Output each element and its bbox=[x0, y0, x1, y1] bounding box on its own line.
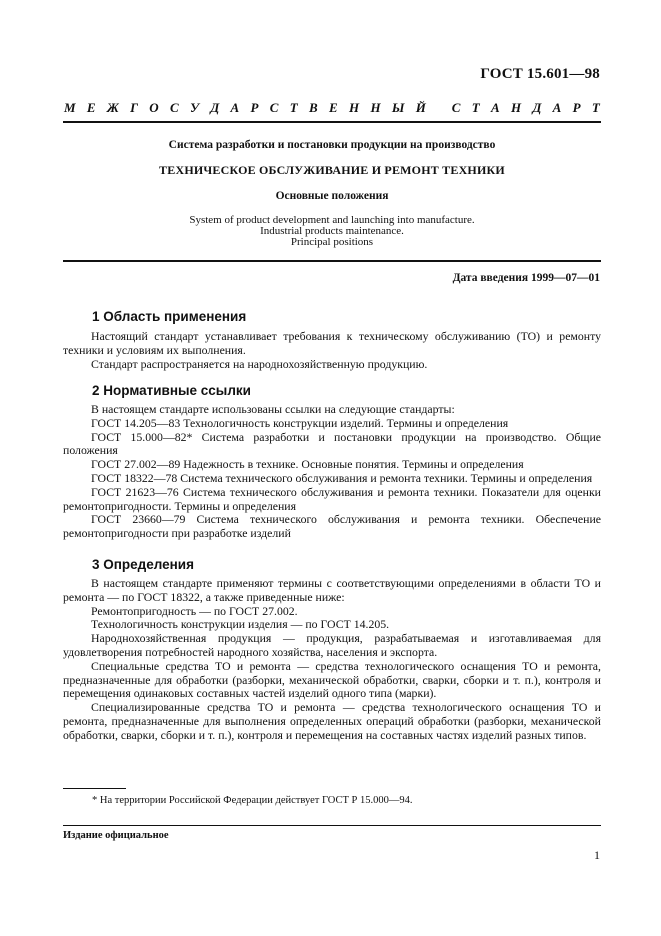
date-of-introduction: Дата введения 1999—07—01 bbox=[452, 272, 600, 284]
banner-letter: Е bbox=[329, 100, 338, 115]
official-edition-label: Издание официальное bbox=[63, 830, 169, 841]
section-scope-body bbox=[63, 330, 601, 371]
reference-item: ГОСТ 18322—78 Система технического обслуживания и ремонта техники. Термины и определения bbox=[91, 470, 593, 485]
banner-letter: С bbox=[169, 100, 179, 115]
banner-letter: Т bbox=[591, 100, 600, 115]
main-title: ТЕХНИЧЕСКОЕ ОБСЛУЖИВАНИЕ И РЕМОНТ ТЕХНИКИ bbox=[159, 163, 505, 177]
banner-letter: А bbox=[230, 100, 240, 115]
definition-item: Народнохозяйственная продукция — продукция, разрабатываемая и изготавливаемая для удовлетворения потребностей народного хозяйства, населения и экспорта. bbox=[63, 631, 601, 659]
banner-letter: Т bbox=[289, 100, 298, 115]
banner-letter: А bbox=[552, 100, 562, 115]
definition-item: Специализированные средства ТО и ремонта — средства технологического оснащения ТО и ремонта, предназначенные для выполнения определенных операций обработки (разборки, механической обработки, сварки, сборки и т. п.), контроля и перемещения на составных частях изделий разных типов. bbox=[63, 700, 601, 742]
footnote: * На территории Российской Федерации действует ГОСТ Р 15.000—94. bbox=[92, 795, 413, 806]
banner-letter: Д bbox=[532, 100, 542, 115]
paragraph: В настоящем стандарте использованы ссылки на следующие стандарты: bbox=[91, 402, 455, 416]
reference-item: ГОСТ 27.002—89 Надежность в технике. Основные понятия. Термины и определения bbox=[91, 457, 524, 472]
banner-letter: Й bbox=[415, 100, 426, 115]
system-title: Система разработки и постановки продукции на производство bbox=[168, 139, 496, 151]
title-rule bbox=[63, 260, 601, 262]
section-heading-scope: 1 Область применения bbox=[92, 309, 247, 324]
definition-item: Специальные средства ТО и ремонта — средства технологического оснащения ТО и ремонта, предназначенные для обработки (разборки, механической обработки, сварки, сборки и т. п.), контроля и перемещения одинаковых составных частей изделий одного типа (марки). bbox=[63, 658, 601, 701]
reference-item: ГОСТ 23660—79 Система технического обслуживания и ремонта техники. Обеспечение ремонтопригодности при разработке изделий bbox=[63, 512, 601, 541]
section-heading-references: 2 Нормативные ссылки bbox=[92, 383, 251, 398]
banner-letter: М bbox=[64, 100, 76, 115]
top-rule bbox=[63, 121, 601, 123]
definition-item: Ремонтопригодность — по ГОСТ 27.002. bbox=[91, 603, 298, 618]
subtitle: Основные положения bbox=[275, 190, 389, 202]
reference-item: ГОСТ 15.000—82* Система разработки и постановки продукции на производство. Общие положения bbox=[63, 429, 601, 458]
banner-letter: С bbox=[451, 100, 461, 115]
banner-letter: Ы bbox=[391, 100, 405, 115]
section-definitions-body bbox=[63, 577, 601, 743]
paragraph: Стандарт распространяется на народнохозяйственную продукцию. bbox=[91, 356, 428, 371]
page-number: 1 bbox=[594, 848, 600, 862]
paragraph: Настоящий стандарт устанавливает требования к техническому обслуживанию (ТО) и ремонту техники и условиям их выполнения. bbox=[63, 329, 601, 357]
banner-letter: В bbox=[309, 100, 318, 115]
banner-gap bbox=[437, 100, 440, 116]
banner-letter: Е bbox=[86, 100, 96, 115]
banner-letter: Н bbox=[349, 100, 360, 115]
banner-letter: О bbox=[149, 100, 159, 115]
banner-letter: С bbox=[269, 100, 279, 115]
banner-letter: Н bbox=[511, 100, 522, 115]
english-title-line: Industrial products maintenance. bbox=[260, 225, 404, 237]
footnote-rule bbox=[63, 788, 126, 789]
bottom-rule bbox=[63, 825, 601, 826]
interstate-standard-banner bbox=[64, 100, 600, 116]
reference-item: ГОСТ 21623—76 Система технического обслуживания и ремонта техники. Показатели для оценки ремонтопригодности. Термины и определения bbox=[63, 484, 601, 513]
banner-letter: Ж bbox=[106, 100, 119, 115]
english-title-line: System of product development and launching into manufacture. bbox=[189, 214, 475, 226]
banner-letter: Р bbox=[572, 100, 581, 115]
banner-letter: Т bbox=[471, 100, 480, 115]
reference-item: ГОСТ 14.205—83 Технологичность конструкции изделий. Термины и определения bbox=[91, 415, 509, 430]
gost-number: ГОСТ 15.601—98 bbox=[480, 66, 600, 82]
section-references-body bbox=[63, 403, 601, 541]
definition-item: Технологичность конструкции изделия — по ГОСТ 14.205. bbox=[91, 617, 390, 632]
section-heading-definitions: 3 Определения bbox=[92, 557, 194, 572]
banner-letter: Р bbox=[250, 100, 259, 115]
banner-letter: А bbox=[491, 100, 500, 115]
banner-letter: Н bbox=[370, 100, 381, 115]
banner-letter: У bbox=[189, 100, 200, 115]
english-title-line: Principal positions bbox=[290, 236, 374, 248]
banner-letter: Г bbox=[130, 100, 138, 115]
banner-letter: Д bbox=[210, 100, 220, 115]
paragraph: В настоящем стандарте применяют термины с соответствующими определениями в области ТО и ремонта — по ГОСТ 18322, а также приведенные ниже: bbox=[63, 576, 601, 604]
